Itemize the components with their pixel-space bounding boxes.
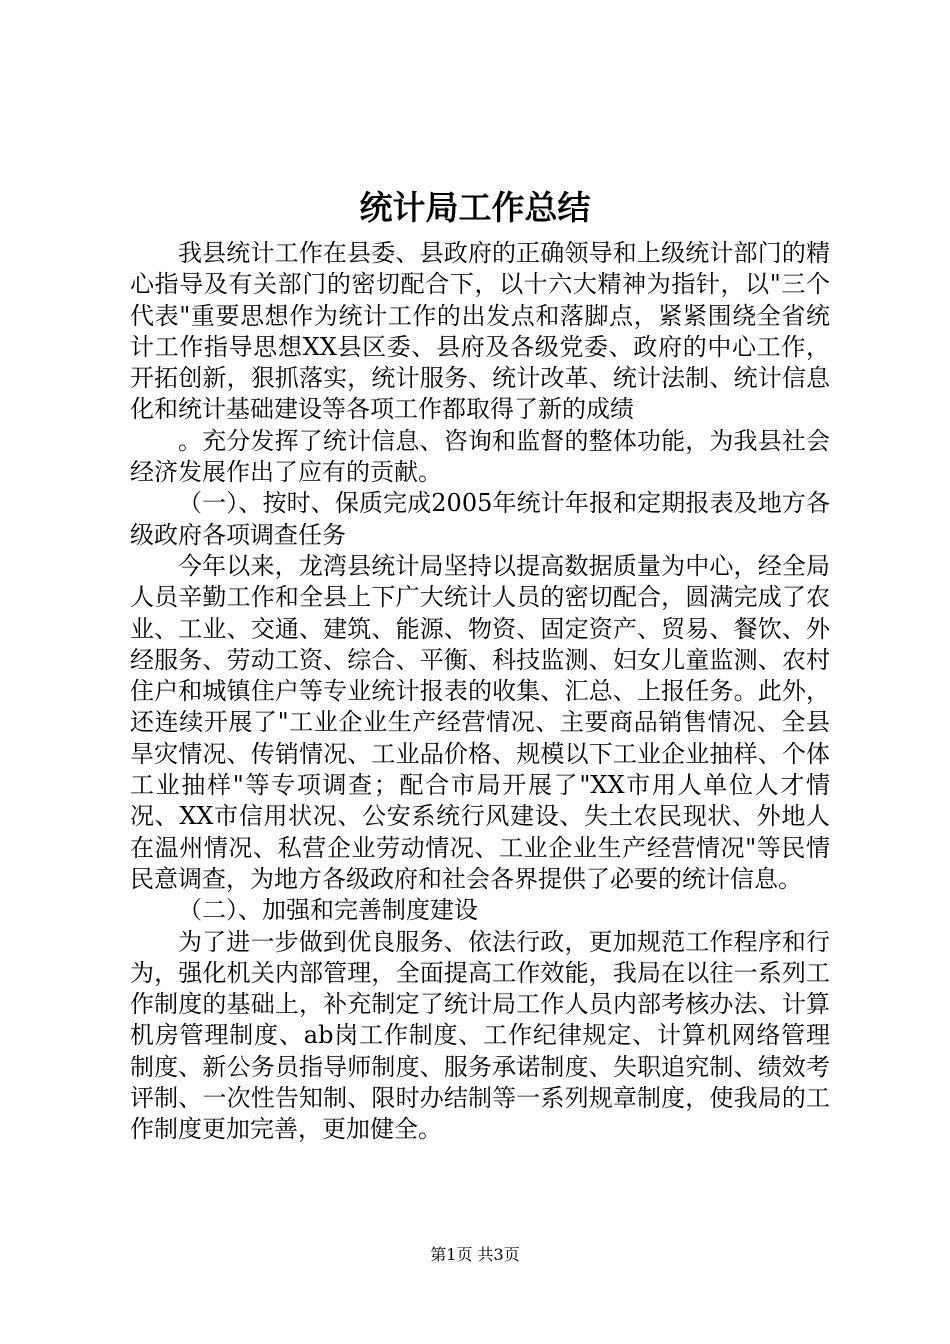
- paragraph-intro: 我县统计工作在县委、县政府的正确领导和上级统计部门的精心指导及有关部门的密切配合下，以十六大精神为指针，以"三个代表"重要思想作为统计工作的出发点和落脚点，紧紧围绕全省统计工作指导思想XX县区委、县府及各级党委、政府的中心工作，开拓创新，狠抓落实，统计服务、统计改革、统计法制、统计信息化和统计基础建设等各项工作都取得了新的成绩: [130, 239, 830, 424]
- document-body: [130, 238, 830, 1146]
- section-heading-2: （二）、加强和完善制度建设: [178, 896, 478, 925]
- page-number: 第1页 共3页: [430, 1245, 520, 1264]
- paragraph-section-2: 为了进一步做到优良服务、依法行政，更加规范工作程序和行为，强化机关内部管理，全面提高工作效能，我局在以往一系列工作制度的基础上，补充制定了统计局工作人员内部考核办法、计算机房管理制度、ab岗工作制度、工作纪律规定、计算机网络管理制度、新公务员指导师制度、服务承诺制度、失职追究制、绩效考评制、一次性告知制、限时办结制等一系列规章制度，使我局的工作制度更加完善，更加健全。: [130, 927, 830, 1144]
- section-heading-1: （一）、按时、保质完成2005年统计年报和定期报表及地方各级政府各项调查任务: [130, 489, 830, 549]
- paragraph-section-1: 今年以来，龙湾县统计局坚持以提高数据质量为中心，经全局人员辛勤工作和全县上下广大统计人员的密切配合，圆满完成了农业、工业、交通、建筑、能源、物资、固定资产、贸易、餐饮、外经服务、劳动工资、综合、平衡、科技监测、妇女儿童监测、农村住户和城镇住户等专业统计报表的收集、汇总、上报任务。此外，还连续开展了"工业企业生产经营情况、主要商品销售情况、全县旱灾情况、传销情况、工业品价格、规模以下工业企业抽样、个体工业抽样"等专项调查；配合市局开展了"XX市用人单位人才情况、XX市信用状况、公安系统行风建设、失土农民现状、外地人在温州情况、私营企业劳动情况、工业企业生产经营情况"等民情民意调查，为地方各级政府和社会各界提供了必要的统计信息。: [130, 551, 830, 893]
- document-title: 统计局工作总结: [359, 188, 591, 227]
- paragraph-intro-continued: 。充分发挥了统计信息、咨询和监督的整体功能，为我县社会经济发展作出了应有的贡献。: [130, 426, 830, 487]
